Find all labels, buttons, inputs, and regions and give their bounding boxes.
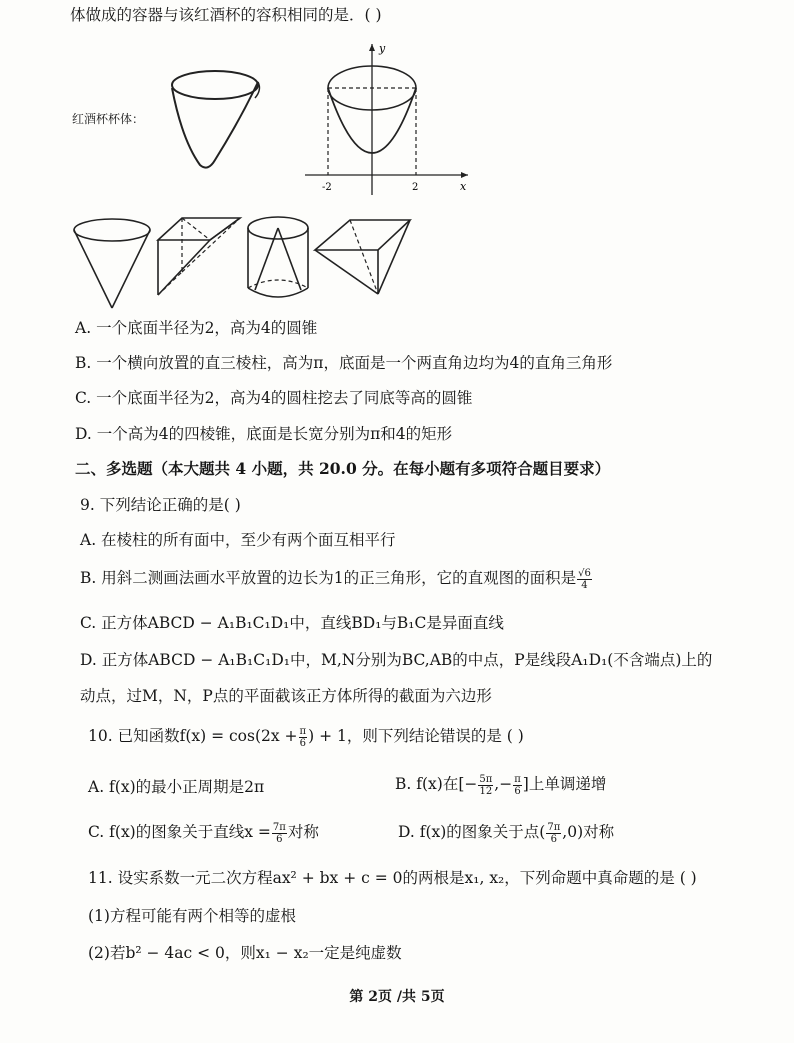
q10-option-a: A. f(x)的最小正周期是2π — [88, 778, 265, 796]
q11-proposition-1: (1)方程可能有两个相等的虚根 — [88, 907, 296, 925]
tick-label-neg: -2 — [322, 182, 332, 193]
q9-stem: 9. 下列结论正确的是( ) — [80, 496, 241, 514]
q9-option-c: C. 正方体ABCD − A₁B₁C₁D₁中，直线BD₁与B₁C是异面直线 — [80, 614, 504, 632]
page-footer: 第 2页 /共 5页 — [349, 989, 445, 1005]
y-axis-label: y — [379, 42, 386, 55]
q8-option-c: C. 一个底面半径为2，高为4的圆柱挖去了同底等高的圆锥 — [75, 389, 473, 407]
wine-glass-figure — [160, 60, 280, 180]
q9-option-a: A. 在棱柱的所有面中，至少有两个面互相平行 — [80, 531, 396, 549]
x-axis-label: x — [460, 180, 467, 193]
q9-option-d-line2: 动点，过M，N，P点的平面截该正方体所得的截面为六边形 — [80, 687, 492, 705]
q9-option-d-line1: D. 正方体ABCD − A₁B₁C₁D₁中，M,N分别为BC,AB的中点，P是线段A₁D₁(不含端点)上的 — [80, 651, 713, 669]
q8-option-d: D. 一个高为4的四棱锥，底面是长宽分别为π和4的矩形 — [75, 425, 453, 443]
q11-proposition-2: (2)若b² − 4ac < 0，则x₁ − x₂一定是纯虚数 — [88, 944, 402, 962]
fraction: $\frac{√6}{4}$ — [578, 567, 591, 591]
pyramid-figure — [310, 214, 415, 299]
q8-option-a: A. 一个底面半径为2，高为4的圆锥 — [75, 319, 318, 337]
q9-option-b: B. 用斜二测画法画水平放置的边长为1的正三角形，它的直观图的面积是 $\frac{√6}{4}$ — [80, 567, 591, 591]
q8-option-b: B. 一个横向放置的直三棱柱，高为π，底面是一个两直角边均为4的直角三角形 — [75, 354, 613, 372]
question-8-stem-tail: 体做成的容器与该红酒杯的容积相同的是．( ) — [70, 6, 382, 24]
q10-stem: 10. 已知函数f(x) = cos(2x + $\frac{\pi}{6}$ ) + 1，则下列结论错误的是 ( ) — [88, 725, 524, 749]
parabola-graph — [300, 40, 475, 200]
tick-label-pos: 2 — [412, 182, 419, 193]
cone-figure — [70, 214, 155, 314]
cup-label: 红酒杯杯体： — [72, 112, 145, 126]
q11-stem: 11. 设实系数一元二次方程ax² + bx + c = 0的两根是x₁, x₂，下列命题中真命题的是 ( ) — [88, 869, 697, 887]
section-heading-multiple-choice: 二、多选题（本大题共 4 小题，共 20.0 分。在每小题有多项符合题目要求） — [75, 459, 611, 478]
q10-option-b: B. f(x)在[− $\frac{5\pi}{12}$ ,− $\frac{\pi}{6}$ ]上单调递增 — [395, 773, 607, 797]
q10-option-d: D. f(x)的图象关于点( $\frac{7\pi}{6}$ ,0)对称 — [398, 821, 615, 845]
prism-figure — [150, 210, 245, 305]
cylinder-cone-figure — [243, 212, 313, 304]
q10-option-c: C. f(x)的图象关于直线x = $\frac{7\pi}{6}$ 对称 — [88, 821, 319, 845]
